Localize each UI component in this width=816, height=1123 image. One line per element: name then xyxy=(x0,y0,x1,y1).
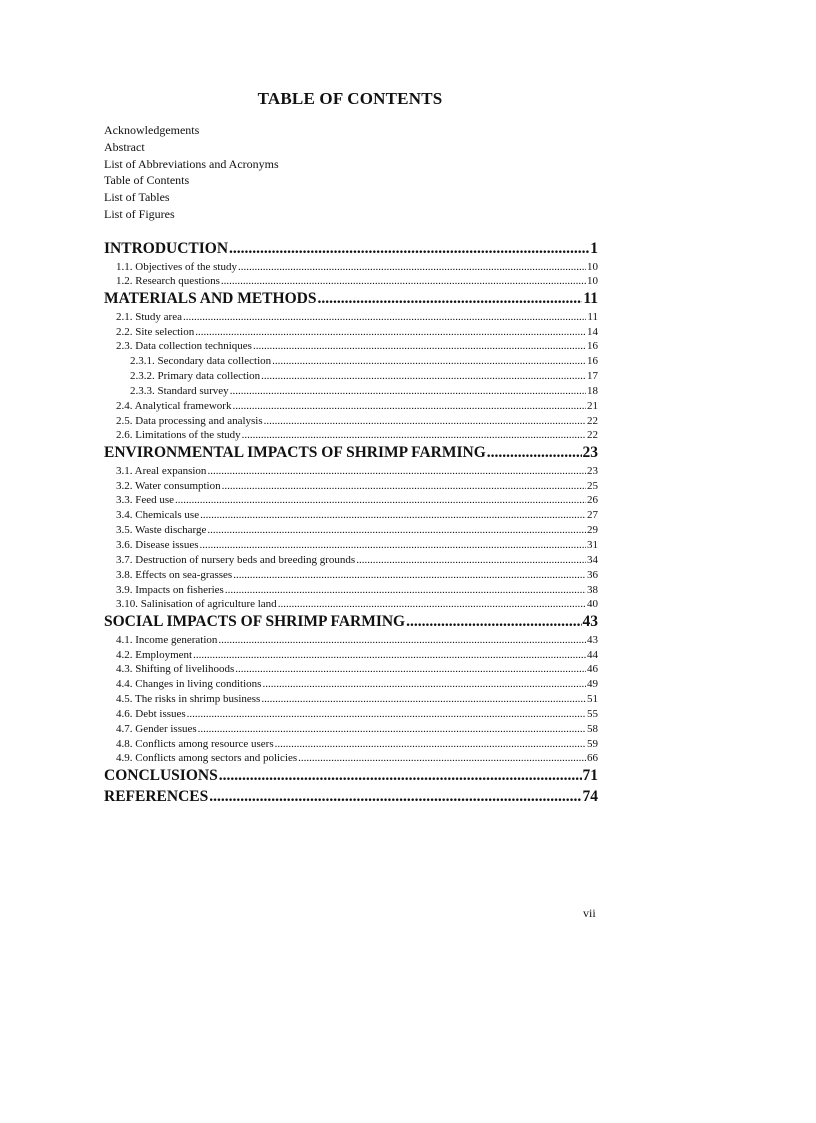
leader-dots xyxy=(356,553,586,568)
toc-section-entry[interactable] xyxy=(104,428,598,443)
leader-dots xyxy=(278,597,586,612)
section-title: 2.1. Study area xyxy=(116,310,182,323)
section-title: 3.8. Effects on sea-grasses xyxy=(116,568,233,581)
leader-dots xyxy=(225,583,586,598)
section-page-number: 29 xyxy=(587,524,598,537)
front-matter-item: List of Tables xyxy=(104,190,170,205)
section-page-number: 31 xyxy=(587,539,598,551)
section-page-number: 46 xyxy=(587,663,598,676)
front-matter-item: List of Figures xyxy=(104,206,175,221)
leader-dots xyxy=(221,274,586,289)
toc-section-entry[interactable] xyxy=(104,722,598,737)
leader-dots xyxy=(317,289,582,310)
section-title: 3.10. Salinisation of agriculture land xyxy=(116,598,277,611)
section-title: 2.4. Analytical framework xyxy=(116,399,232,412)
toc-subsection-entry[interactable] xyxy=(104,354,598,369)
toc-section-entry[interactable] xyxy=(104,464,598,479)
section-title: 3.3. Feed use xyxy=(116,494,175,507)
toc-subsection-entry[interactable] xyxy=(104,384,598,399)
table-of-contents xyxy=(104,239,598,807)
section-title: 4.9. Conflicts among sectors and policies xyxy=(116,752,298,765)
leader-dots xyxy=(200,538,587,553)
chapter-title: ENVIRONMENTAL IMPACTS OF SHRIMP FARMING xyxy=(104,444,486,462)
leader-dots xyxy=(242,428,586,443)
leader-dots xyxy=(298,751,586,766)
leader-dots xyxy=(261,692,586,707)
chapter-title: REFERENCES xyxy=(104,787,209,805)
leader-dots xyxy=(219,766,582,787)
toc-section-entry[interactable] xyxy=(104,339,598,354)
section-title: 4.2. Employment xyxy=(116,648,193,661)
leader-dots xyxy=(209,787,581,808)
leader-dots xyxy=(183,310,586,325)
toc-chapter-entry[interactable] xyxy=(104,612,598,633)
toc-chapter-entry[interactable] xyxy=(104,239,598,260)
chapter-title: INTRODUCTION xyxy=(104,240,229,257)
toc-section-entry[interactable] xyxy=(104,553,598,568)
toc-section-entry[interactable] xyxy=(104,310,598,325)
chapter-page-number: 1 xyxy=(590,240,598,257)
toc-section-entry[interactable] xyxy=(104,583,598,598)
leader-dots xyxy=(253,339,586,354)
toc-section-entry[interactable] xyxy=(104,538,598,553)
section-page-number: 26 xyxy=(587,494,598,507)
toc-chapter-entry[interactable] xyxy=(104,289,598,310)
toc-section-entry[interactable] xyxy=(104,508,598,523)
section-page-number: 14 xyxy=(587,325,598,338)
toc-subsection-entry[interactable] xyxy=(104,369,598,384)
page-title: TABLE OF CONTENTS xyxy=(257,89,443,108)
section-page-number: 18 xyxy=(587,384,598,397)
section-title: 2.5. Data processing and analysis xyxy=(116,414,263,427)
front-matter-list xyxy=(104,122,279,223)
leader-dots xyxy=(218,633,586,648)
toc-section-entry[interactable] xyxy=(104,707,598,722)
chapter-page-number: 43 xyxy=(582,613,598,631)
section-page-number: 66 xyxy=(587,752,598,765)
section-title: 2.6. Limitations of the study xyxy=(116,429,241,442)
section-title: 1.1. Objectives of the study xyxy=(116,260,237,273)
toc-section-entry[interactable] xyxy=(104,751,598,766)
toc-section-entry[interactable] xyxy=(104,414,598,429)
leader-dots xyxy=(406,612,581,633)
chapter-page-number: 23 xyxy=(582,444,598,462)
toc-section-entry[interactable] xyxy=(104,523,598,538)
section-page-number: 11 xyxy=(587,310,598,323)
section-title: 3.4. Chemicals use xyxy=(116,509,200,522)
section-title: 3.9. Impacts on fisheries xyxy=(116,583,224,596)
chapter-page-number: 74 xyxy=(582,787,598,805)
section-page-number: 51 xyxy=(587,693,598,706)
chapter-page-number: 71 xyxy=(582,767,598,785)
chapter-title: SOCIAL IMPACTS OF SHRIMP FARMING xyxy=(104,613,406,631)
section-page-number: 58 xyxy=(587,722,598,735)
section-title: 4.7. Gender issues xyxy=(116,722,197,735)
section-page-number: 27 xyxy=(587,509,598,522)
toc-chapter-entry[interactable] xyxy=(104,787,598,808)
front-matter-item: Acknowledgements xyxy=(104,123,200,137)
section-page-number: 43 xyxy=(587,633,598,646)
chapter-title: MATERIALS AND METHODS xyxy=(104,290,317,308)
toc-section-entry[interactable] xyxy=(104,493,598,508)
leader-dots xyxy=(262,677,586,692)
leader-dots xyxy=(200,508,586,523)
front-matter-item: List of Abbreviations and Acronyms xyxy=(104,156,279,171)
leader-dots xyxy=(232,399,586,414)
leader-dots xyxy=(207,464,586,479)
section-title: 3.5. Waste discharge xyxy=(116,524,207,537)
section-page-number: 17 xyxy=(587,370,598,383)
section-page-number: 16 xyxy=(587,340,598,353)
leader-dots xyxy=(193,648,586,663)
section-page-number: 25 xyxy=(587,479,598,492)
toc-section-entry[interactable] xyxy=(104,260,598,275)
leader-dots xyxy=(187,707,586,722)
section-title: 4.8. Conflicts among resource users xyxy=(116,737,274,750)
leader-dots xyxy=(235,662,586,677)
toc-chapter-entry[interactable] xyxy=(104,443,598,464)
section-title: 2.3. Data collection techniques xyxy=(116,340,252,353)
section-title: 4.1. Income generation xyxy=(116,633,218,646)
section-title: 1.2. Research questions xyxy=(116,275,220,288)
leader-dots xyxy=(275,737,586,752)
toc-section-entry[interactable] xyxy=(104,399,598,414)
section-title: 3.2. Water consumption xyxy=(116,479,221,492)
section-page-number: 34 xyxy=(587,553,598,566)
section-title: 3.6. Disease issues xyxy=(116,539,199,551)
toc-section-entry[interactable] xyxy=(104,737,598,752)
leader-dots xyxy=(264,414,586,429)
toc-section-entry[interactable] xyxy=(104,677,598,692)
section-page-number: 22 xyxy=(587,429,598,442)
leader-dots xyxy=(230,384,586,399)
section-title: 2.2. Site selection xyxy=(116,325,195,338)
section-page-number: 21 xyxy=(587,399,598,412)
section-page-number: 49 xyxy=(587,678,598,691)
leader-dots xyxy=(272,354,586,369)
toc-section-entry[interactable] xyxy=(104,568,598,583)
section-page-number: 40 xyxy=(587,598,598,611)
section-title: 4.3. Shifting of livelihoods xyxy=(116,663,235,676)
section-title: 4.5. The risks in shrimp business xyxy=(116,693,261,706)
leader-dots xyxy=(175,493,586,508)
leader-dots xyxy=(487,443,582,464)
section-title: 4.6. Debt issues xyxy=(116,707,186,720)
leader-dots xyxy=(233,568,586,583)
section-title: 3.7. Destruction of nursery beds and breeding grounds xyxy=(116,553,356,566)
section-title: 2.3.1. Secondary data collection xyxy=(130,355,272,368)
section-title: 3.1. Areal expansion xyxy=(116,464,207,477)
toc-section-entry[interactable] xyxy=(104,692,598,707)
section-title: 4.4. Changes in living conditions xyxy=(116,678,262,691)
section-page-number: 10 xyxy=(587,260,598,273)
toc-section-entry[interactable] xyxy=(104,274,598,289)
section-page-number: 16 xyxy=(587,355,598,368)
leader-dots xyxy=(222,479,586,494)
section-page-number: 23 xyxy=(587,464,598,477)
leader-dots xyxy=(195,325,586,340)
toc-section-entry[interactable] xyxy=(104,648,598,663)
leader-dots xyxy=(207,523,586,538)
section-page-number: 44 xyxy=(587,648,598,661)
leader-dots xyxy=(238,260,586,275)
toc-section-entry[interactable] xyxy=(104,597,598,612)
section-page-number: 10 xyxy=(587,275,598,288)
leader-dots xyxy=(229,239,589,260)
chapter-title: CONCLUSIONS xyxy=(104,767,218,785)
section-title: 2.3.2. Primary data collection xyxy=(130,370,261,383)
section-title: 2.3.3. Standard survey xyxy=(130,384,229,397)
section-page-number: 22 xyxy=(587,414,598,427)
leader-dots xyxy=(261,369,586,384)
toc-section-entry[interactable] xyxy=(104,479,598,494)
section-page-number: 59 xyxy=(587,737,598,750)
section-page-number: 36 xyxy=(587,568,598,581)
front-matter-item: Abstract xyxy=(104,139,145,154)
section-page-number: 38 xyxy=(587,583,598,596)
toc-chapter-entry[interactable] xyxy=(104,766,598,787)
toc-section-entry[interactable] xyxy=(104,325,598,340)
leader-dots xyxy=(198,722,586,737)
toc-section-entry[interactable] xyxy=(104,633,598,648)
chapter-page-number: 11 xyxy=(583,290,598,308)
front-matter-item: Table of Contents xyxy=(104,173,190,188)
toc-section-entry[interactable] xyxy=(104,662,598,677)
page-number: vii xyxy=(583,906,596,920)
section-page-number: 55 xyxy=(587,707,598,720)
